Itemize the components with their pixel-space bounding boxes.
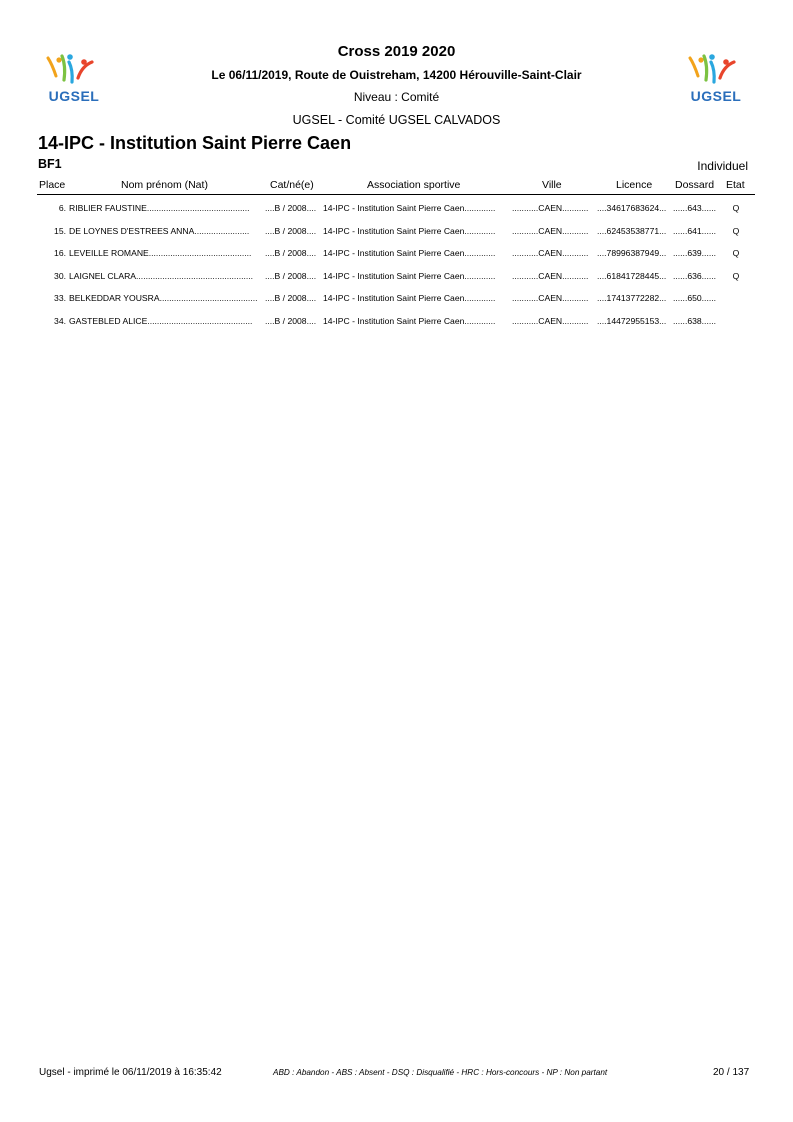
cell-association: 14-IPC - Institution Saint Pierre Caen............. [323, 248, 496, 258]
table-row [0, 203, 793, 215]
cell-licence: ....14472955153... [597, 315, 667, 326]
event-level: Niveau : Comité [353, 90, 440, 104]
cell-licence: ....34617683624... [597, 203, 667, 213]
cell-association: 14-IPC - Institution Saint Pierre Caen............. [323, 203, 496, 213]
table-row [0, 316, 793, 328]
cell-status: Q [732, 270, 740, 281]
ugsel-logo-text: UGSEL [690, 88, 742, 104]
cell-cat: ....B / 2008.... [265, 293, 317, 303]
ugsel-logo-text: UGSEL [48, 88, 100, 104]
header-rule [37, 194, 755, 195]
cell-name: LEVEILLE ROMANE........................................... [69, 248, 252, 258]
cell-place: 30. [54, 270, 66, 281]
cell-name: RIBLIER FAUSTINE........................................... [69, 203, 250, 213]
col-cat: Cat/né(e) [270, 179, 314, 191]
cell-status: Q [732, 203, 740, 213]
col-licence: Licence [616, 179, 653, 191]
cell-licence: ....61841728445... [597, 270, 667, 281]
cell-bib: ......636...... [673, 270, 716, 281]
cell-licence: ....78996387949... [597, 248, 667, 258]
table-row [0, 226, 793, 238]
cell-association: 14-IPC - Institution Saint Pierre Caen............. [323, 270, 496, 281]
cell-place: 16. [54, 248, 66, 258]
col-status: Etat [726, 179, 745, 191]
event-title: Cross 2019 2020 [337, 43, 456, 60]
footer-printed: Ugsel - imprimé le 06/11/2019 à 16:35:42 [39, 1067, 222, 1078]
event-committee: UGSEL - Comité UGSEL CALVADOS [292, 113, 501, 127]
cell-city: ...........CAEN........... [512, 248, 589, 258]
table-row [0, 271, 793, 283]
cell-bib: ......641...... [673, 225, 716, 236]
cell-name: GASTEBLED ALICE............................................ [69, 315, 253, 326]
cell-city: ...........CAEN........... [512, 315, 589, 326]
table-row [0, 248, 793, 260]
cell-status: Q [732, 225, 740, 236]
cell-place: 6. [58, 203, 66, 213]
cell-association: 14-IPC - Institution Saint Pierre Caen............. [323, 293, 496, 303]
cell-city: ...........CAEN........... [512, 203, 589, 213]
cell-cat: ....B / 2008.... [265, 248, 317, 258]
mode-label: Individuel [697, 159, 748, 173]
cell-cat: ....B / 2008.... [265, 270, 317, 281]
col-city: Ville [542, 179, 562, 191]
cell-bib: ......638...... [673, 315, 716, 326]
cell-bib: ......643...... [673, 203, 716, 213]
cell-licence: ....62453538771... [597, 225, 667, 236]
cell-cat: ....B / 2008.... [265, 203, 317, 213]
cell-cat: ....B / 2008.... [265, 225, 317, 236]
cell-city: ...........CAEN........... [512, 293, 589, 303]
cell-place: 33. [54, 293, 66, 303]
col-name: Nom prénom (Nat) [121, 179, 208, 191]
club-title: 14-IPC - Institution Saint Pierre Caen [38, 133, 352, 153]
event-subtitle: Le 06/11/2019, Route de Ouistreham, 14200 Hérouville-Saint-Clair [211, 68, 582, 82]
footer-legend: ABD : Abandon - ABS : Absent - DSQ : Disqualifié - HRC : Hors-concours - NP : Non partant [273, 1068, 608, 1077]
cell-licence: ....17413772282... [597, 293, 667, 303]
footer-page: 20 / 137 [713, 1067, 750, 1078]
cell-name: DE LOYNES D'ESTREES ANNA....................... [69, 225, 250, 236]
category-label: BF1 [38, 157, 62, 171]
cell-cat: ....B / 2008.... [265, 315, 317, 326]
table-row [0, 293, 793, 305]
cell-name: BELKEDDAR YOUSRA......................................... [69, 293, 258, 303]
cell-bib: ......639...... [673, 248, 716, 258]
cell-name: LAIGNEL CLARA................................................. [69, 270, 254, 281]
col-bib: Dossard [675, 179, 715, 191]
cell-place: 34. [54, 315, 66, 326]
col-association: Association sportive [367, 179, 461, 191]
cell-city: ...........CAEN........... [512, 225, 589, 236]
cell-place: 15. [54, 225, 66, 236]
col-place: Place [39, 179, 66, 191]
cell-city: ...........CAEN........... [512, 270, 589, 281]
cell-association: 14-IPC - Institution Saint Pierre Caen............. [323, 315, 496, 326]
cell-status: Q [732, 248, 740, 258]
cell-association: 14-IPC - Institution Saint Pierre Caen............. [323, 225, 496, 236]
cell-bib: ......650...... [673, 293, 716, 303]
